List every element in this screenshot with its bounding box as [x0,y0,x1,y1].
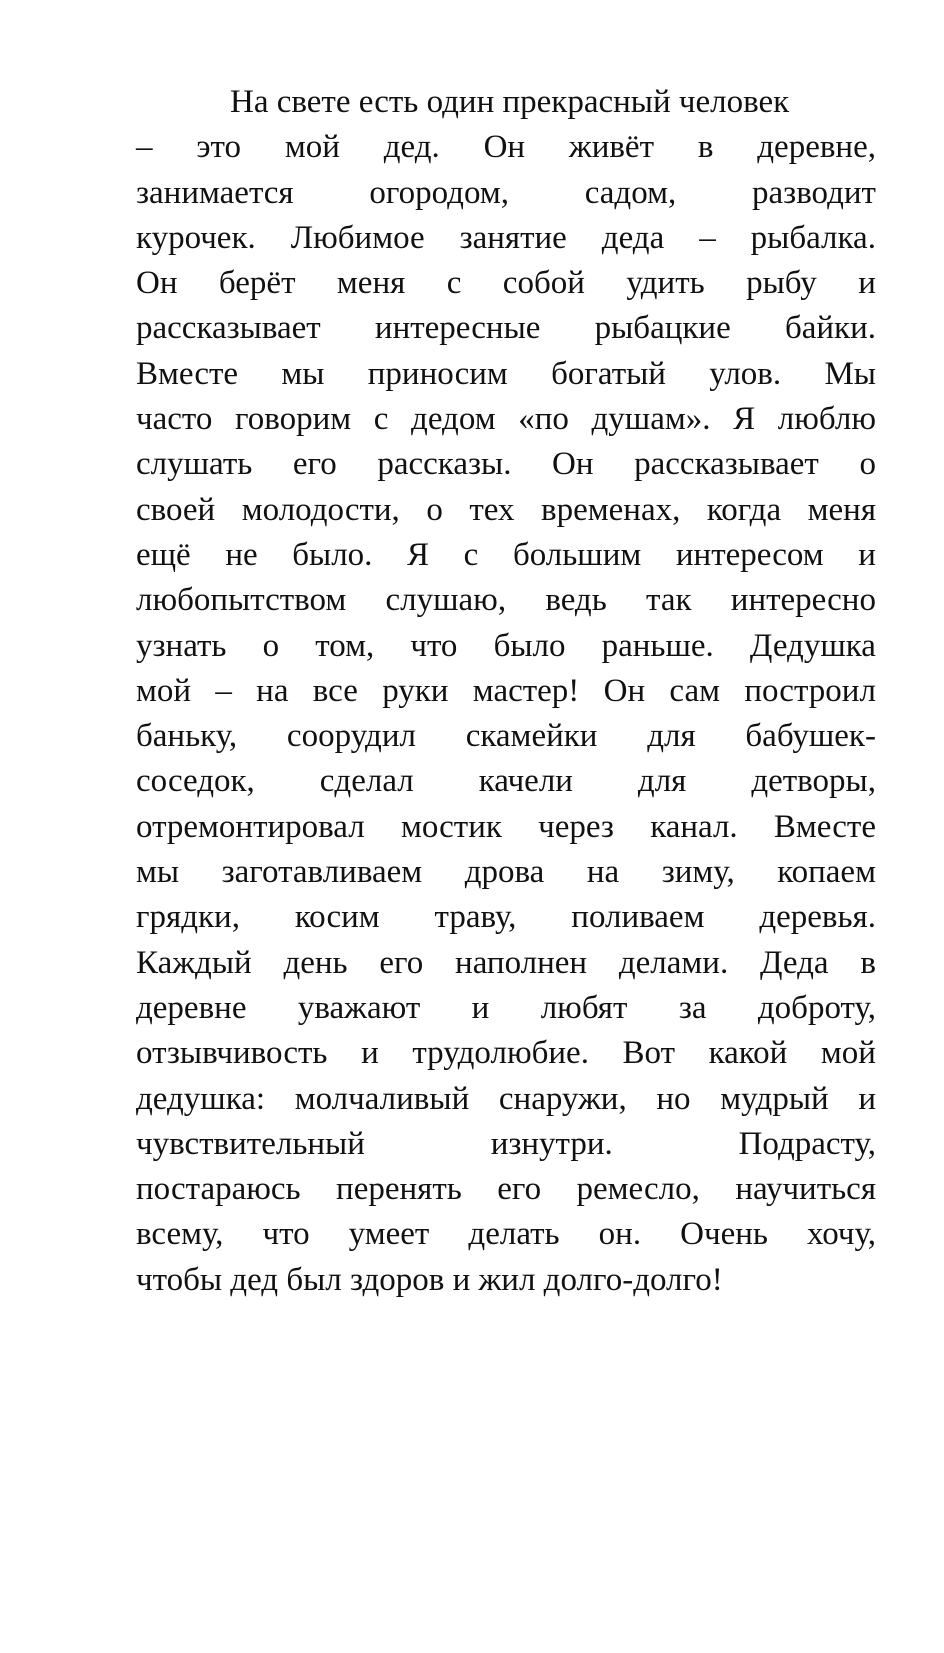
word: что [410,627,458,664]
word: Вместе [773,808,876,845]
word: делать [468,1216,560,1253]
text-line [136,941,876,986]
word: дедушка: [136,1080,266,1117]
word: мы [281,355,325,392]
word: Он [483,129,526,166]
word: так [646,582,692,619]
word: Вот [622,1035,676,1072]
word: и [361,1035,379,1072]
word: и [858,536,876,573]
word: его [292,446,337,483]
word: делами. [618,944,729,981]
word: рыбалка. [750,219,876,256]
word: тех [469,491,515,528]
word: Он [136,265,178,302]
word: не [225,536,258,573]
word: мы [136,854,180,891]
word: Любимое [290,219,425,256]
text-line: На свете есть один прекрасный человек [230,84,790,120]
word: деда [601,219,665,256]
word: баньку, [136,718,238,755]
text-line [136,216,876,261]
word: рыбацкие [594,310,731,347]
word: грядки, [136,899,240,936]
word: сам [669,672,721,709]
word: раньше. [601,627,714,664]
word: всему, [136,1216,224,1253]
word: на [586,854,620,891]
word: дрова [464,854,545,891]
word: меня [807,491,876,528]
word: рассказывает [634,446,819,483]
word: и [858,1080,876,1117]
word: – [136,129,153,166]
word: приносим [367,355,508,392]
text-line [136,352,876,397]
word: для [637,763,687,800]
word: душам». [591,401,711,438]
word: Я [407,536,430,573]
word: о [262,627,280,664]
word: мой [136,672,192,709]
text-line [136,1077,876,1122]
word: какой [708,1035,788,1072]
word: о [859,446,876,483]
word: рыбу [746,265,817,302]
word: качели [478,763,573,800]
word: улов. [709,355,782,392]
word: мой [820,1035,876,1072]
word: скамейки [465,718,598,755]
word: в [697,129,714,166]
word: рассказы. [377,446,512,483]
word: бабушек- [745,718,876,755]
word: Деда [760,944,829,981]
word: – [699,219,716,256]
word: – [215,672,232,709]
text-line [136,850,876,895]
word: любопытством [136,582,347,619]
word: и [471,989,490,1026]
word: рассказывает [136,310,321,347]
text-line [136,397,876,442]
word: изнутри. [490,1125,613,1162]
word: за [678,989,707,1026]
word: было. [292,536,373,573]
text-line [136,578,876,623]
word: интересно [730,582,876,619]
word: что [262,1216,310,1253]
word: было [493,627,566,664]
word: слушать [136,446,253,483]
word: трудолюбие. [412,1035,589,1072]
text-line [136,714,876,759]
word: молчаливый [294,1080,470,1117]
word: уважают [297,989,421,1026]
word: Вместе [136,355,239,392]
word: курочек. [136,219,256,256]
text-line [136,533,876,578]
text-line [136,1167,876,1212]
word: руки [382,672,449,709]
word: Подрасту, [738,1125,876,1162]
word: Он [603,672,646,709]
word: узнать [136,627,227,664]
word: его [497,1171,542,1208]
word: Я [733,401,756,438]
text-line: чтобы дед был здоров и жил долго-долго! [136,1261,723,1298]
text-line [136,1212,876,1257]
word: живёт [568,129,655,166]
word: с [373,401,389,438]
word: мой [284,129,340,166]
word: копаем [777,854,876,891]
word: мостик [400,808,502,845]
word: интересом [675,536,824,573]
word: и [858,265,876,302]
word: умеет [348,1216,430,1253]
word: доброту, [757,989,876,1026]
text-line [136,986,876,1031]
word: часто [136,401,213,438]
word: поливаем [571,899,705,936]
word: дед. [383,129,440,166]
word: отремонтировал [136,808,365,845]
word: временах, [541,491,681,528]
text-line [136,171,876,216]
word: отзывчивость [136,1035,328,1072]
word: соорудил [286,718,416,755]
text-line [136,125,876,170]
word: с [463,536,479,573]
word: перенять [336,1171,462,1208]
word: построил [744,672,876,709]
word: деревне, [757,129,876,166]
word: Дедушка [749,627,876,664]
word: его [379,944,424,981]
word: день [283,944,348,981]
word: огородом, [369,174,509,211]
word: ремесло, [576,1171,700,1208]
word: молодости, [241,491,400,528]
word: деревне [136,989,247,1026]
word: зиму, [661,854,735,891]
text-line [136,261,876,306]
word: говорим [235,401,352,438]
word: соседок, [136,763,255,800]
word: в [860,944,876,981]
word: деревья. [759,899,876,936]
text-line [136,442,876,487]
word: наполнен [455,944,588,981]
text-line [136,759,876,804]
word: интересные [374,310,541,347]
paragraph [136,80,876,1303]
word: «по [518,401,569,438]
word: все [312,672,358,709]
word: когда [706,491,782,528]
word: разводит [752,174,876,211]
word: через [538,808,614,845]
word: меня [336,265,406,302]
word: ещё [136,536,191,573]
word: он. [598,1216,642,1253]
word: богатый [551,355,666,392]
text-line [136,805,876,850]
word: но [656,1080,691,1117]
word: занимается [136,174,294,211]
text-line [136,488,876,533]
word: научиться [735,1171,876,1208]
word: с [446,265,462,302]
word: на [256,672,289,709]
word: косим [294,899,380,936]
word: Он [552,446,594,483]
word: ведь [545,582,607,619]
word: сделал [319,763,414,800]
word: мудрый [720,1080,829,1117]
text-line [136,306,876,351]
word: байки. [784,310,876,347]
word: Очень [680,1216,768,1253]
word: том, [315,627,375,664]
word: любят [540,989,628,1026]
word: своей [136,491,216,528]
word: о [426,491,443,528]
text-line [136,669,876,714]
word: дедом [411,401,496,438]
text-line [136,1122,876,1167]
word: снаружи, [498,1080,627,1117]
word: большим [512,536,642,573]
word: чувствительный [136,1125,365,1162]
word: собой [502,265,585,302]
word: постараюсь [136,1171,301,1208]
word: хочу, [807,1216,876,1253]
text-line [136,895,876,940]
word: мастер! [472,672,580,709]
word: Мы [824,355,876,392]
word: садом, [584,174,677,211]
word: занятие [459,219,567,256]
word: заготавливаем [221,854,423,891]
word: удить [626,265,705,302]
word: канал. [650,808,738,845]
word: берёт [218,265,296,302]
word: детворы, [751,763,876,800]
text-line [136,1031,876,1076]
word: Каждый [136,944,252,981]
word: это [196,129,241,166]
word: траву, [434,899,517,936]
word: люблю [777,401,876,438]
text-line [136,624,876,669]
word: для [647,718,696,755]
word: слушаю, [385,582,507,619]
